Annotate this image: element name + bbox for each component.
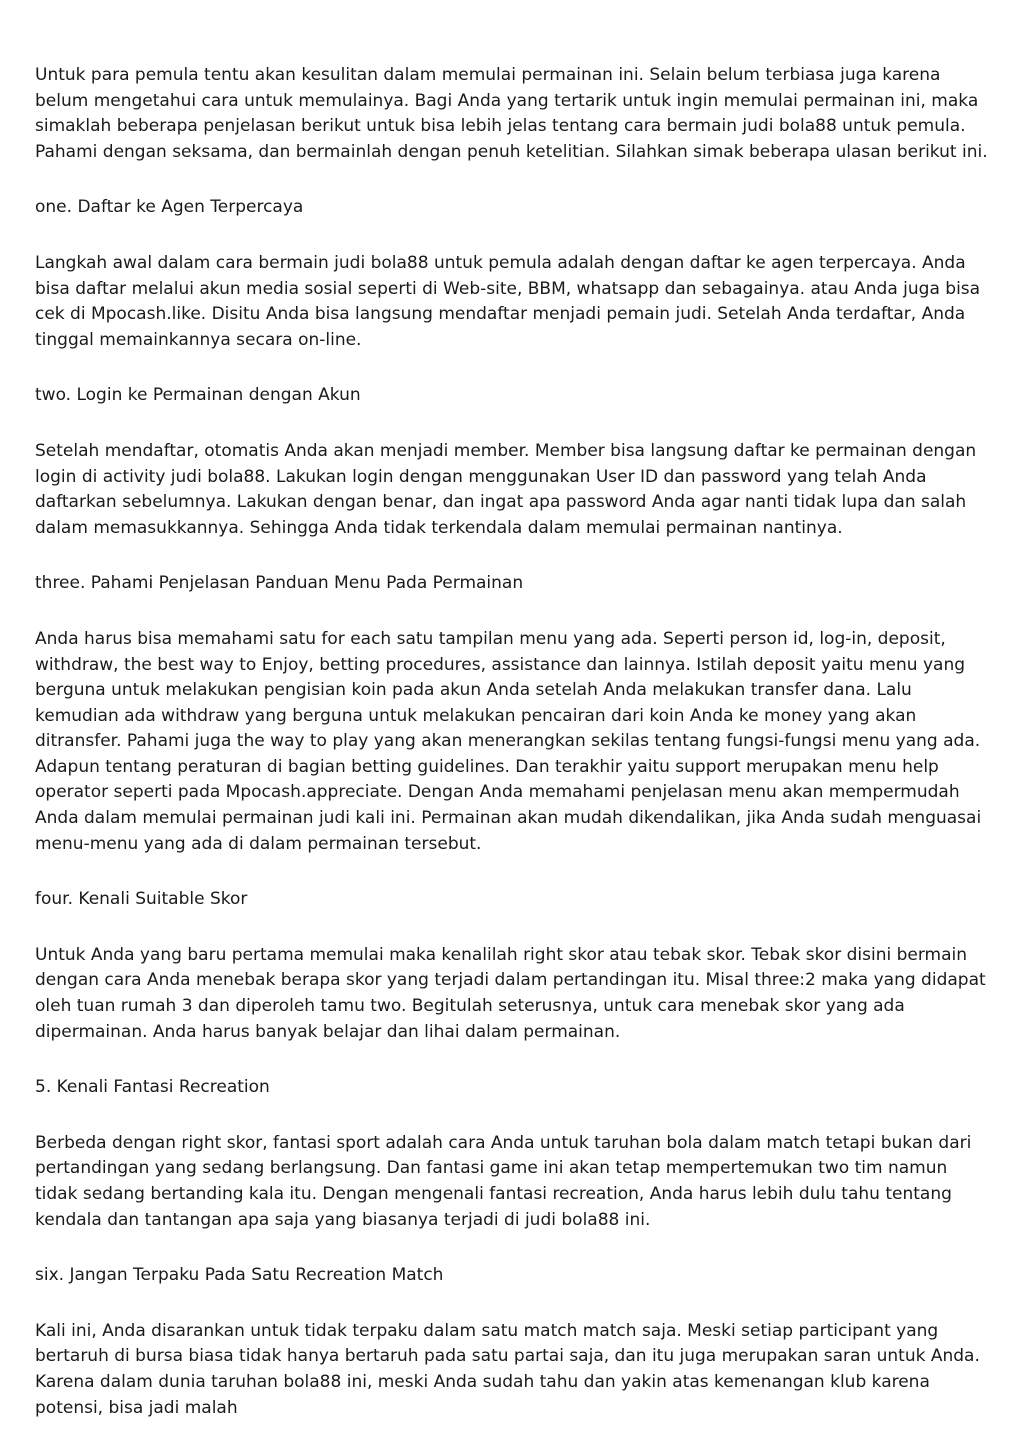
section-paragraph-4: Untuk Anda yang baru pertama memulai maka kenalilah right skor atau tebak skor. Tebak skor disini bermain dengan cara Anda menebak berapa skor yang terjadi dalam pertandingan itu. Misal three:2 maka yang didapat oleh tuan rumah 3 dan diperoleh tamu two. Begitulah seterusnya, untuk cara menebak skor yang ada dipermainan. Anda harus banyak belajar dan lihai dalam permainan. [35,944,986,1042]
intro-paragraph: Untuk para pemula tentu akan kesulitan dalam memulai permainan ini. Selain belum terbiasa juga karena belum mengetahui cara untuk memulainya. Bagi Anda yang tertarik untuk ingin memulai permainan ini, maka simaklah beberapa penjelasan berikut untuk bisa lebih jelas tentang cara bermain judi bola88 untuk pemula. Pahami dengan seksama, dan bermainlah dengan penuh ketelitian. Silahkan simak beberapa ulasan berikut ini. [35,65,988,162]
section-paragraph-5: Berbeda dengan right skor, fantasi sport adalah cara Anda untuk taruhan bola dalam match tetapi bukan dari pertandingan yang sedang berlangsung. Dan fantasi game ini akan tetap mempertemukan two tim namun tidak sedang bertanding kala itu. Dengan mengenali fantasi recreation, Anda harus lebih dulu tahu tentang kendala dan tantangan apa saja yang biasanya terjadi di judi bola88 ini. [35,1132,972,1230]
section-heading-5: 5. Kenali Fantasi Recreation [35,1077,270,1098]
section-heading-6: six. Jangan Terpaku Pada Satu Recreation Match [35,1265,444,1286]
section-paragraph-3: Anda harus bisa memahami satu for each satu tampilan menu yang ada. Seperti person id, log-in, deposit, withdraw, the best way to Enjoy, betting procedures, assistance dan lainnya. Istilah deposit yaitu menu yang berguna untuk melakukan pengisian koin pada akun Anda setelah Anda melakukan transfer dana. Lalu kemudian ada withdraw yang berguna untuk melakukan pencairan dari koin Anda ke money yang akan ditransfer. Pahami juga the way to play yang akan menerangkan sekilas tentang fungsi-fungsi menu yang ada. Adapun tentang peraturan di bagian betting guidelines. Dan terakhir yaitu support merupakan menu help operator seperti pada Mpocash.appreciate. Dengan Anda memahami penjelasan menu akan mempermudah Anda dalam memulai permainan judi kali ini. Permainan akan mudah dikendalikan, jika Anda sudah menguasai menu-menu yang ada di dalam permainan tersebut. [35,628,982,854]
section-heading-4: four. Kenali Suitable Skor [35,889,248,910]
section-paragraph-6: Kali ini, Anda disarankan untuk tidak terpaku dalam satu match match saja. Meski setiap participant yang bertaruh di bursa biasa tidak hanya bertaruh pada satu partai saja, dan itu juga merupakan saran untuk Anda. Karena dalam dunia taruhan bola88 ini, meski Anda sudah tahu dan yakin atas kemenangan klub karena potensi, bisa jadi malah [35,1320,980,1418]
section-heading-2: two. Login ke Permainan dengan Akun [35,385,361,406]
section-paragraph-1: Langkah awal dalam cara bermain judi bola88 untuk pemula adalah dengan daftar ke agen terpercaya. Anda bisa daftar melalui akun media sosial seperti di Web-site, BBM, whatsapp dan sebagainya. atau Anda juga bisa cek di Mpocash.like. Disitu Anda bisa langsung mendaftar menjadi pemain judi. Setelah Anda terdaftar, Anda tinggal memainkannya secara on-line. [35,252,981,350]
section-heading-3: three. Pahami Penjelasan Panduan Menu Pada Permainan [35,573,524,594]
section-paragraph-2: Setelah mendaftar, otomatis Anda akan menjadi member. Member bisa langsung daftar ke permainan dengan login di activity judi bola88. Lakukan login dengan menggunakan User ID dan password yang telah Anda daftarkan sebelumnya. Lakukan dengan benar, dan ingat apa password Anda agar nanti tidak lupa dan salah dalam memasukkannya. Sehingga Anda tidak terkendala dalam memulai permainan nantinya. [35,440,977,538]
document-page [35,63,993,1451]
section-heading-1: one. Daftar ke Agen Terpercaya [35,197,304,218]
